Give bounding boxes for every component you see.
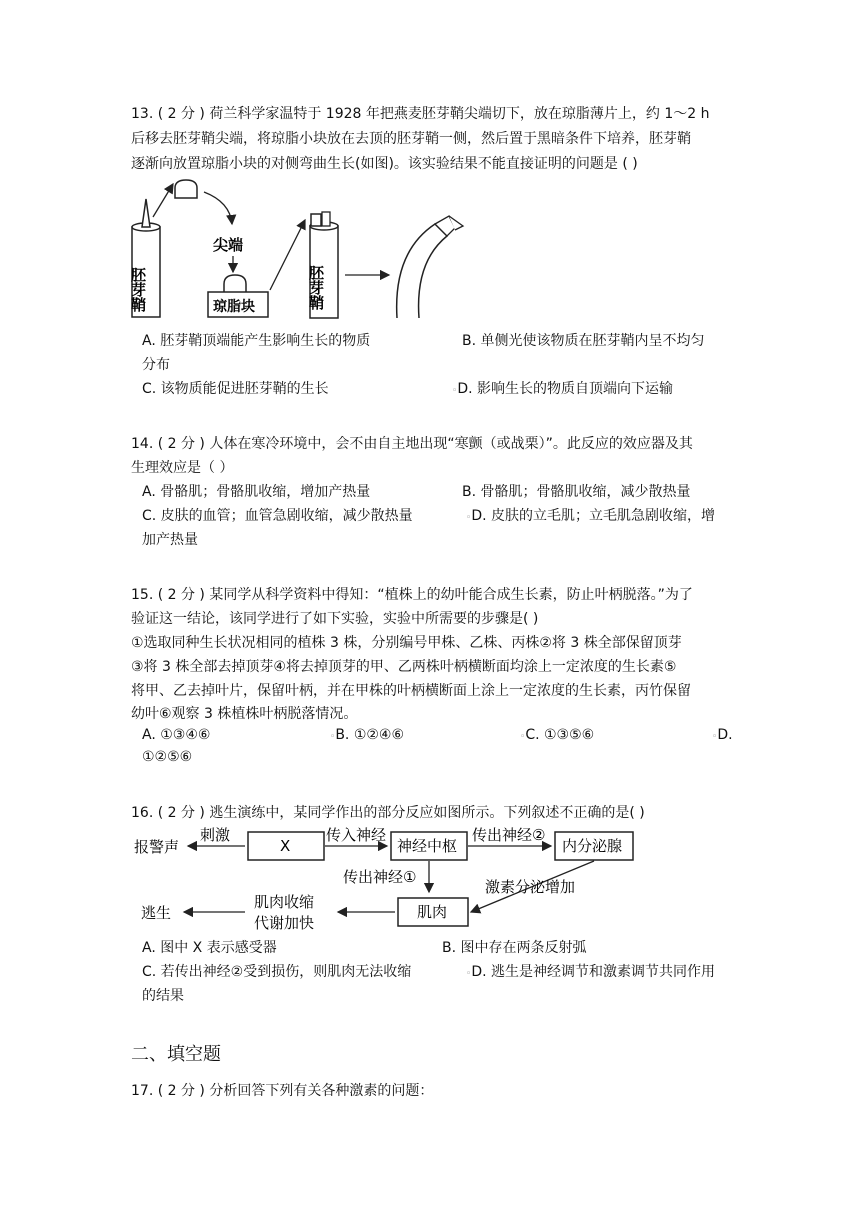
option-14-d-wrap: ◦D. 皮肤的立毛肌；立毛肌急剧收缩，增	[466, 508, 715, 524]
coleoptile-right	[307, 212, 338, 318]
endocrine-gland-label: 内分泌腺	[562, 837, 623, 855]
option-16-d: D. 逃生是神经调节和激素调节共同作用	[471, 964, 715, 980]
muscle-contraction-label: 肌肉收缩	[254, 893, 315, 911]
option-14-c: C. 皮肤的血管；血管急剧收缩，减少散热量	[142, 508, 413, 524]
option-15-b-wrap: ◦B. ①②④⑥	[330, 727, 405, 743]
agar-label: 琼脂块	[213, 299, 255, 315]
hormone-label: 激素分泌增加	[485, 878, 576, 896]
option-15-d: D.	[717, 727, 733, 743]
alarm-label: 报警声	[134, 838, 180, 856]
question-13-line-2: 后移去胚芽鞘尖端，将琼脂小块放在去顶的胚芽鞘一侧，然后置于黑暗条件下培养，胚芽鞘	[131, 131, 691, 147]
option-13-d: D. 影响生长的物质自顶端向下运输	[457, 381, 673, 397]
question-15-line-1: 15. ( 2 分 ) 某同学从科学资料中得知：“植株上的幼叶能合成生长素，防止叶柄脱落。”为了	[131, 587, 693, 603]
nerve-center-label: 神经中枢	[397, 837, 458, 855]
option-15-b: B. ①②④⑥	[335, 727, 405, 743]
question-13-line-1: 13. ( 2 分 ) 荷兰科学家温特于 1928 年把燕麦胚芽鞘尖端切下，放在琼脂薄片上，约 1～2 h	[131, 106, 710, 122]
option-13-b-continued: 分布	[142, 357, 170, 373]
muscle-label: 肌肉	[417, 903, 448, 921]
question-14-line-2: 生理效应是（ ）	[131, 460, 234, 476]
option-16-c: C. 若传出神经②受到损伤，则肌肉无法收缩	[142, 964, 412, 980]
option-16-c-continued: 的结果	[142, 988, 184, 1004]
metabolism-label: 代谢加快	[254, 914, 315, 932]
option-16-d-wrap: ◦D. 逃生是神经调节和激素调节共同作用	[466, 964, 715, 980]
escape-label: 逃生	[141, 904, 172, 922]
question-17-line-1: 17. ( 2 分 ) 分析回答下列有关各种激素的问题：	[131, 1083, 434, 1099]
efferent-nerve-1-label: 传出神经①	[343, 868, 417, 886]
option-16-b: B. 图中存在两条反射弧	[442, 940, 587, 956]
option-16-a: A. 图中 X 表示感受器	[142, 940, 277, 956]
section-title: 二、填空题	[131, 1044, 221, 1065]
option-15-d-wrap: ◦D.	[712, 727, 733, 743]
question-15-line-6: 幼叶⑥观察 3 株植株叶柄脱落情况。	[131, 706, 358, 722]
question-15-line-4: ③将 3 株全部去掉顶芽④将去掉顶芽的甲、乙两株叶柄横断面均涂上一定浓度的生长素⑤	[131, 659, 677, 675]
coleoptile-experiment-figure	[125, 172, 485, 322]
option-13-c: C. 该物质能促进胚芽鞘的生长	[142, 381, 329, 397]
question-15-line-3: ①选取同种生长状况相同的植株 3 株，分别编号甲株、乙株、丙株②将 3 株全部保留顶芽	[131, 635, 682, 651]
option-14-a: A. 骨骼肌；骨骼肌收缩，增加产热量	[142, 484, 371, 500]
option-14-b: B. 骨骼肌；骨骼肌收缩，减少散热量	[462, 484, 691, 500]
option-14-d: D. 皮肤的立毛肌；立毛肌急剧收缩，增	[471, 508, 715, 524]
coleoptile-label-right: 胚芽鞘	[307, 265, 325, 310]
option-13-b: B. 单侧光使该物质在胚芽鞘内呈不均匀	[462, 333, 705, 349]
question-16-line-1: 16. ( 2 分 ) 逃生演练中，某同学作出的部分反应如图所示。下列叙述不正确的是( )	[131, 805, 645, 821]
question-15-line-2: 验证这一结论，该同学进行了如下实验，实验中所需要的步骤是( )	[131, 611, 539, 627]
option-15-a: A. ①③④⑥	[142, 727, 211, 743]
option-13-a: A. 胚芽鞘顶端能产生影响生长的物质	[142, 333, 371, 349]
option-13-d-wrap: ◦D. 影响生长的物质自顶端向下运输	[452, 381, 673, 397]
option-15-c-wrap: ◦C. ①③⑤⑥	[520, 727, 595, 743]
coleoptile-left	[129, 199, 160, 317]
question-15-line-5: 将甲、乙去掉叶片，保留叶柄，并在甲株的叶柄横断面上涂上一定浓度的生长素，丙竹保留	[131, 683, 691, 699]
option-14-d-continued: 加产热量	[142, 532, 198, 548]
efferent-nerve-2-label: 传出神经②	[472, 826, 546, 844]
question-14-line-1: 14. ( 2 分 ) 人体在寒冷环境中，会不由自主地出现“寒颤（或战栗）”。此反应的效应器及其	[131, 436, 693, 452]
afferent-nerve-label: 传入神经	[326, 826, 387, 844]
tip-label: 尖端	[213, 236, 244, 254]
stimulus-label: 刺激	[200, 826, 231, 844]
receptor-x-label: X	[280, 837, 291, 855]
coleoptile-label-left: 胚芽鞘	[129, 267, 147, 312]
option-15-d-continued: ①②⑤⑥	[142, 749, 193, 765]
question-13-line-3: 逐渐向放置琼脂小块的对侧弯曲生长(如图)。该实验结果不能直接证明的问题是 ( )	[131, 156, 638, 172]
reflex-diagram	[128, 824, 678, 936]
option-15-c: C. ①③⑤⑥	[525, 727, 595, 743]
